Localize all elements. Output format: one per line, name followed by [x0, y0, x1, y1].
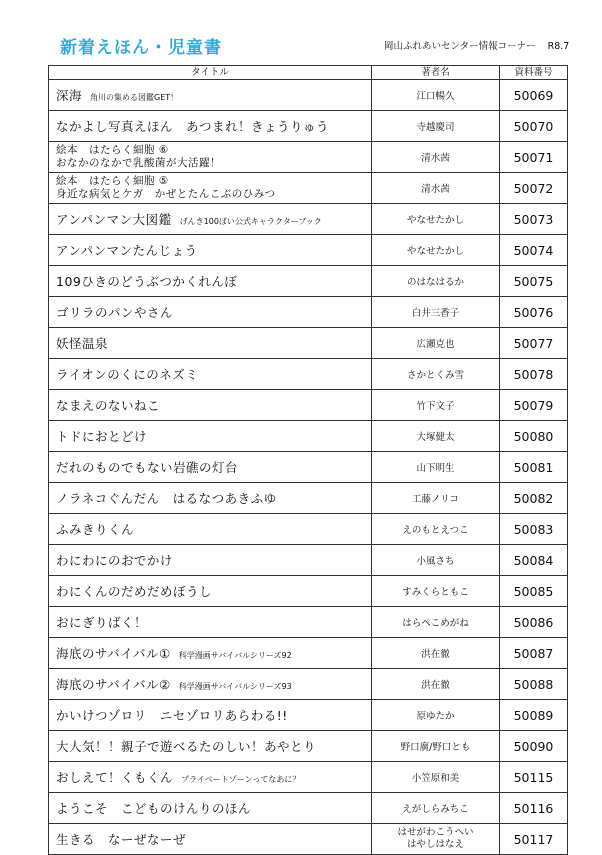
- column-header-title: タイトル: [49, 66, 372, 80]
- table-row: [49, 545, 568, 576]
- book-title-cell: [49, 545, 372, 576]
- book-title: トドにおとどけ: [56, 429, 148, 444]
- table-row: [49, 793, 568, 824]
- table-row: [49, 452, 568, 483]
- table-row: [49, 390, 568, 421]
- book-title: ふみきりくん: [56, 522, 135, 537]
- book-title-cell: [49, 576, 372, 607]
- author-name: 広瀬克也: [416, 339, 455, 350]
- material-number-cell: 50073: [500, 204, 568, 235]
- author-name: 寺越慶司: [416, 122, 455, 133]
- book-title: なかよし写真えほん あつまれ！きょうりゅう: [56, 119, 330, 134]
- author-name: 原ゆたか: [416, 711, 455, 722]
- book-title-cell: [49, 111, 372, 142]
- author-name-line2: はやしはなえ: [406, 839, 464, 850]
- book-title-cell: [49, 173, 372, 204]
- material-number-cell: 50090: [500, 731, 568, 762]
- book-title: おにぎりばく！: [56, 615, 148, 630]
- date-label: R8.7: [547, 41, 570, 52]
- book-title-cell: [49, 297, 372, 328]
- table-row: [49, 669, 568, 700]
- author-name: 野口廣/野口とも: [400, 742, 471, 753]
- material-number-cell: 50074: [500, 235, 568, 266]
- material-number-cell: 50086: [500, 607, 568, 638]
- book-title: だれのものでもない岩礁の灯台: [56, 460, 239, 475]
- material-number-cell: 50087: [500, 638, 568, 669]
- author-name: やなせたかし: [406, 215, 464, 226]
- table-row: [49, 700, 568, 731]
- table-row: [49, 80, 568, 111]
- author-name: さかとくみ雪: [406, 370, 464, 381]
- table-row: [49, 421, 568, 452]
- table-row: [49, 483, 568, 514]
- book-title: 妖怪温泉: [56, 336, 109, 351]
- book-subtitle: 科学漫画サバイバルシリーズ93: [178, 682, 292, 691]
- book-title: 109ひきのどうぶつかくれんぼ: [56, 274, 238, 289]
- book-title: ライオンのくにのネズミ: [56, 367, 199, 382]
- book-list-table: [48, 65, 568, 855]
- table-row: [49, 235, 568, 266]
- author-cell: [372, 793, 500, 824]
- author-cell: [372, 328, 500, 359]
- book-title: 深海: [56, 88, 83, 103]
- book-title-cell: [49, 421, 372, 452]
- author-name: 江口暢久: [416, 91, 455, 102]
- author-name: 山下明生: [416, 463, 455, 474]
- author-name: はせがわこうへい: [397, 827, 474, 838]
- book-title: 海底のサバイバル①: [56, 646, 171, 661]
- author-name: はらぺこめがね: [402, 618, 469, 629]
- material-number-cell: 50071: [500, 142, 568, 173]
- author-name: 工藤ノリコ: [412, 494, 459, 505]
- author-cell: [372, 483, 500, 514]
- author-cell: [372, 390, 500, 421]
- book-title: ようこそ こどものけんりのほん: [56, 801, 252, 816]
- table-header-row: [49, 66, 568, 80]
- book-title-cell: [49, 452, 372, 483]
- author-cell: [372, 452, 500, 483]
- location-label: 岡山ふれあいセンター情報コーナー: [384, 41, 536, 52]
- material-number-cell: 50084: [500, 545, 568, 576]
- author-cell: [372, 762, 500, 793]
- table-row: [49, 173, 568, 204]
- book-title-cell: [49, 669, 372, 700]
- book-title: かいけつゾロリ ニセゾロリあらわる!!: [56, 708, 288, 723]
- book-title-cell: [49, 80, 372, 111]
- author-name: えがしらみちこ: [402, 804, 469, 815]
- book-title-cell: [49, 638, 372, 669]
- author-cell: [372, 514, 500, 545]
- material-number-cell: 50072: [500, 173, 568, 204]
- book-title: 大人気！！親子で遊べるたのしい！あやとり: [56, 739, 317, 754]
- book-title-cell: [49, 483, 372, 514]
- author-cell: [372, 421, 500, 452]
- table-row: [49, 731, 568, 762]
- book-title: 絵本 はたらく細胞 ⑥: [56, 144, 169, 156]
- book-title: 生きる なーぜなーぜ: [56, 832, 187, 847]
- material-number-cell: 50077: [500, 328, 568, 359]
- book-title-cell: [49, 762, 372, 793]
- book-title-cell: [49, 793, 372, 824]
- author-cell: [372, 731, 500, 762]
- author-cell: [372, 700, 500, 731]
- material-number-cell: 50082: [500, 483, 568, 514]
- book-title: アンパンマン大図鑑: [56, 212, 172, 227]
- author-cell: [372, 576, 500, 607]
- material-number-cell: 50080: [500, 421, 568, 452]
- book-title: なまえのないねこ: [56, 398, 161, 413]
- table-row: [49, 576, 568, 607]
- table-row: [49, 514, 568, 545]
- book-title-cell: [49, 731, 372, 762]
- book-subtitle: 科学漫画サバイバルシリーズ92: [178, 651, 292, 660]
- book-title-cell: [49, 328, 372, 359]
- author-name: 小笠原和美: [411, 773, 460, 784]
- author-cell: [372, 80, 500, 111]
- author-name: 竹下文子: [416, 401, 455, 412]
- book-title: わにくんのだめだめぼうし: [56, 584, 213, 599]
- author-cell: [372, 204, 500, 235]
- book-title-cell: [49, 235, 372, 266]
- book-title: おしえて！くもくん: [56, 770, 174, 785]
- material-number-cell: 50070: [500, 111, 568, 142]
- author-name: すみくらともこ: [402, 587, 469, 598]
- material-number-cell: 50076: [500, 297, 568, 328]
- table-row: [49, 762, 568, 793]
- material-number-cell: 50078: [500, 359, 568, 390]
- author-name: えのもとえつこ: [402, 525, 469, 536]
- author-name: やなせたかし: [406, 246, 464, 257]
- book-subtitle: プライベートゾーンってなあに？: [181, 775, 301, 784]
- book-title: アンパンマンたんじょう: [56, 243, 198, 258]
- book-title: ゴリラのパンやさん: [56, 305, 174, 320]
- book-title-cell: [49, 204, 372, 235]
- table-row: [49, 297, 568, 328]
- book-title: ノラネコぐんだん はるなつあきふゆ: [56, 491, 277, 506]
- author-name: 小風さち: [416, 556, 455, 567]
- author-cell: [372, 359, 500, 390]
- table-row: [49, 142, 568, 173]
- table-row: [49, 204, 568, 235]
- material-number-cell: 50117: [500, 824, 568, 855]
- author-cell: [372, 111, 500, 142]
- author-cell: [372, 235, 500, 266]
- book-title-cell: [49, 390, 372, 421]
- material-number-cell: 50089: [500, 700, 568, 731]
- material-number-cell: 50075: [500, 266, 568, 297]
- book-title-cell: [49, 514, 372, 545]
- book-title-cell: [49, 607, 372, 638]
- material-number-cell: 50079: [500, 390, 568, 421]
- material-number-cell: 50083: [500, 514, 568, 545]
- material-number-cell: 50116: [500, 793, 568, 824]
- author-cell: [372, 545, 500, 576]
- author-name: 白井三香子: [411, 308, 460, 319]
- author-cell: [372, 607, 500, 638]
- author-name: のはなはるか: [406, 277, 464, 288]
- table-row: [49, 824, 568, 855]
- book-title-line2: おなかのなかで乳酸菌が大活躍！: [56, 157, 221, 169]
- table-row: [49, 328, 568, 359]
- header-info: [384, 38, 569, 52]
- author-cell: [372, 142, 500, 173]
- table-row: [49, 607, 568, 638]
- material-number-cell: 50115: [500, 762, 568, 793]
- author-name: 洪在徹: [421, 649, 450, 660]
- book-subtitle: げんき100ばい公式キャラクターブック: [179, 217, 322, 226]
- page-title: 新着えほん・児童書: [60, 38, 222, 58]
- material-number-cell: 50069: [500, 80, 568, 111]
- author-cell: [372, 638, 500, 669]
- book-title-cell: [49, 266, 372, 297]
- book-title: わにわにのおでかけ: [56, 553, 173, 568]
- author-cell: [372, 297, 500, 328]
- author-cell: [372, 266, 500, 297]
- book-title-cell: [49, 359, 372, 390]
- author-name: 清水茜: [421, 184, 450, 195]
- book-title-cell: [49, 824, 372, 855]
- book-title-line2: 身近な病気とケガ かぜとたんこぶのひみつ: [56, 188, 276, 200]
- author-cell: [372, 824, 500, 855]
- author-name: 大塚健太: [416, 432, 455, 443]
- book-title-cell: [49, 700, 372, 731]
- book-title: 海底のサバイバル②: [56, 677, 171, 692]
- table-row: [49, 266, 568, 297]
- table-row: [49, 638, 568, 669]
- table-row: [49, 359, 568, 390]
- column-header-author: 著者名: [372, 66, 500, 80]
- author-name: 清水茜: [421, 153, 450, 164]
- book-title: 絵本 はたらく細胞 ⑤: [56, 175, 169, 187]
- author-name: 洪在徹: [421, 680, 450, 691]
- book-subtitle: 角川の集める図鑑GET！: [90, 93, 179, 102]
- author-cell: [372, 173, 500, 204]
- table-row: [49, 111, 568, 142]
- author-cell: [372, 669, 500, 700]
- material-number-cell: 50088: [500, 669, 568, 700]
- book-title-cell: [49, 142, 372, 173]
- material-number-cell: 50081: [500, 452, 568, 483]
- column-header-number: 資料番号: [500, 66, 568, 80]
- material-number-cell: 50085: [500, 576, 568, 607]
